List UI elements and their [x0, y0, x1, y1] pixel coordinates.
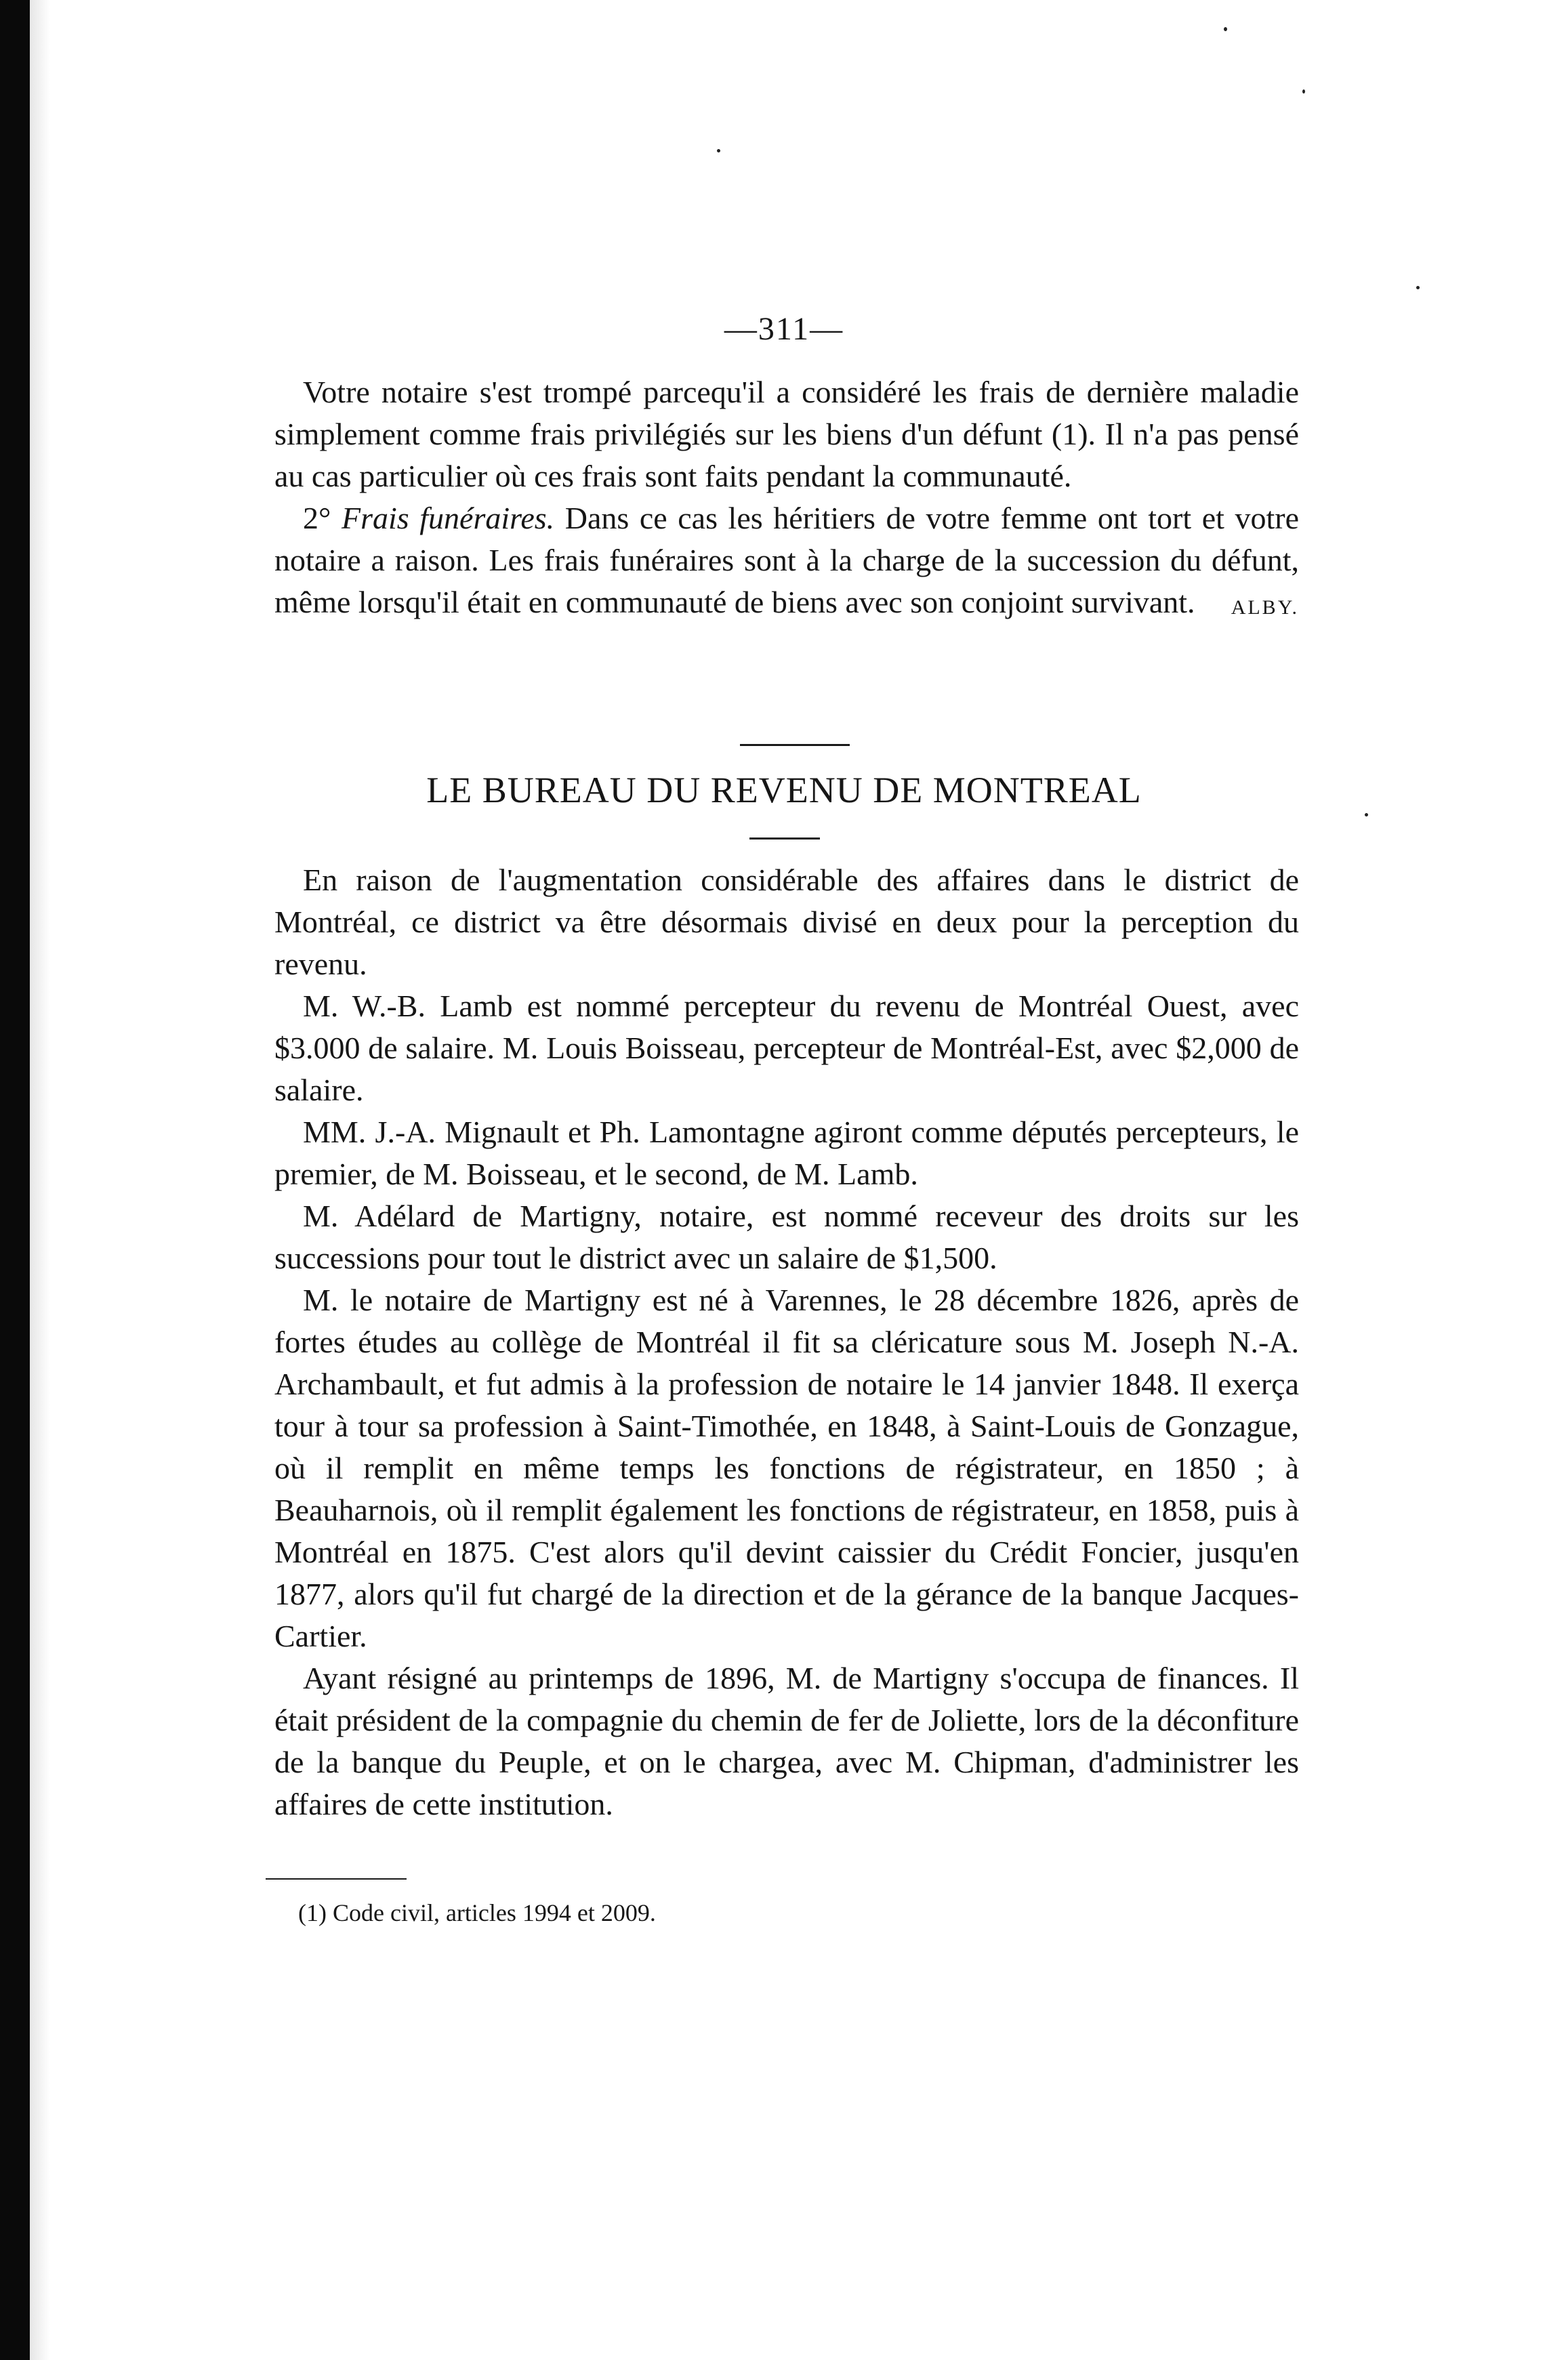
section-divider — [740, 744, 850, 746]
italic-heading: Frais funéraires. — [341, 501, 555, 535]
paragraph: MM. J.-A. Mignault et Ph. Lamontagne agiront comme députés percepteurs, le premier, de M. Boisseau, et le second, de M. Lamb. — [274, 1115, 1299, 1191]
ink-speck — [717, 149, 720, 152]
paragraph: Votre notaire s'est trompé parcequ'il a considéré les frais de dernière maladie simplement comme frais privilégiés sur les biens d'un défunt (1). Il n'a pas pensé au cas particulier où ces frais sont faits pendant la communauté. — [274, 375, 1299, 493]
title-underline — [749, 837, 820, 840]
article-body — [274, 859, 1299, 1825]
paragraph-frais-funeraires — [274, 497, 1299, 623]
footnote: (1) Code civil, articles 1994 et 2009. — [298, 1899, 656, 1926]
author-signature: ALBY. — [1231, 596, 1299, 619]
paragraph-body: Dans ce cas les héritiers de votre femme ont tort et votre notaire a raison. Les frais funéraires sont à la charge de la succession du défunt, même lorsqu'il était en communauté de biens avec son conjoint survivant. — [274, 501, 1300, 619]
letter-reply — [274, 371, 1299, 629]
paragraph-number: 2° — [303, 501, 331, 535]
ink-speck — [1224, 27, 1227, 31]
paragraph: M. W.-B. Lamb est nommé percepteur du revenu de Montréal Ouest, avec $3.000 de salaire. M. Louis Boisseau, percepteur de Montréal-Est, avec $2,000 de salaire. — [274, 989, 1299, 1107]
binding-edge — [0, 0, 30, 2360]
page-number: —311— — [724, 311, 844, 347]
ink-speck — [1365, 813, 1368, 816]
footnote-rule — [266, 1878, 407, 1880]
paragraph: En raison de l'augmentation considérable des affaires dans le district de Montréal, ce district va être désormais divisé en deux pour la perception du revenu. — [274, 863, 1299, 981]
paragraph: M. Adélard de Martigny, notaire, est nommé receveur des droits sur les successions pour tout le district avec un salaire de $1,500. — [274, 1199, 1299, 1275]
paragraph: Ayant résigné au printemps de 1896, M. de Martigny s'occupa de finances. Il était président de la compagnie du chemin de fer de Joliette, lors de la déconfiture de la banque du Peuple, et on le chargea, avec M. Chipman, d'administrer les affaires de cette institution. — [274, 1661, 1299, 1821]
paragraph: M. le notaire de Martigny est né à Varennes, le 28 décembre 1826, après de fortes études au collège de Montréal il fit sa cléricature sous M. Joseph N.-A. Archambault, et fut admis à la profession de notaire le 14 janvier 1848. Il exerça tour à tour sa profession à Saint-Timothée, en 1848, à Saint-Louis de Gonzague, où il remplit en même temps les fonctions de régistrateur, en 1850 ; à Beauharnois, où il remplit également les fonctions de régistrateur, en 1858, puis à Montréal en 1875. C'est alors qu'il devint caissier du Crédit Foncier, jusqu'en 1877, alors qu'il fut chargé de la direction et de la gérance de la banque Jacques-Cartier. — [274, 1283, 1299, 1653]
section-title: LE BUREAU DU REVENU DE MONTREAL — [426, 770, 1142, 810]
ink-speck — [1416, 286, 1420, 289]
binding-shadow — [30, 0, 50, 2360]
ink-speck — [1302, 89, 1305, 94]
